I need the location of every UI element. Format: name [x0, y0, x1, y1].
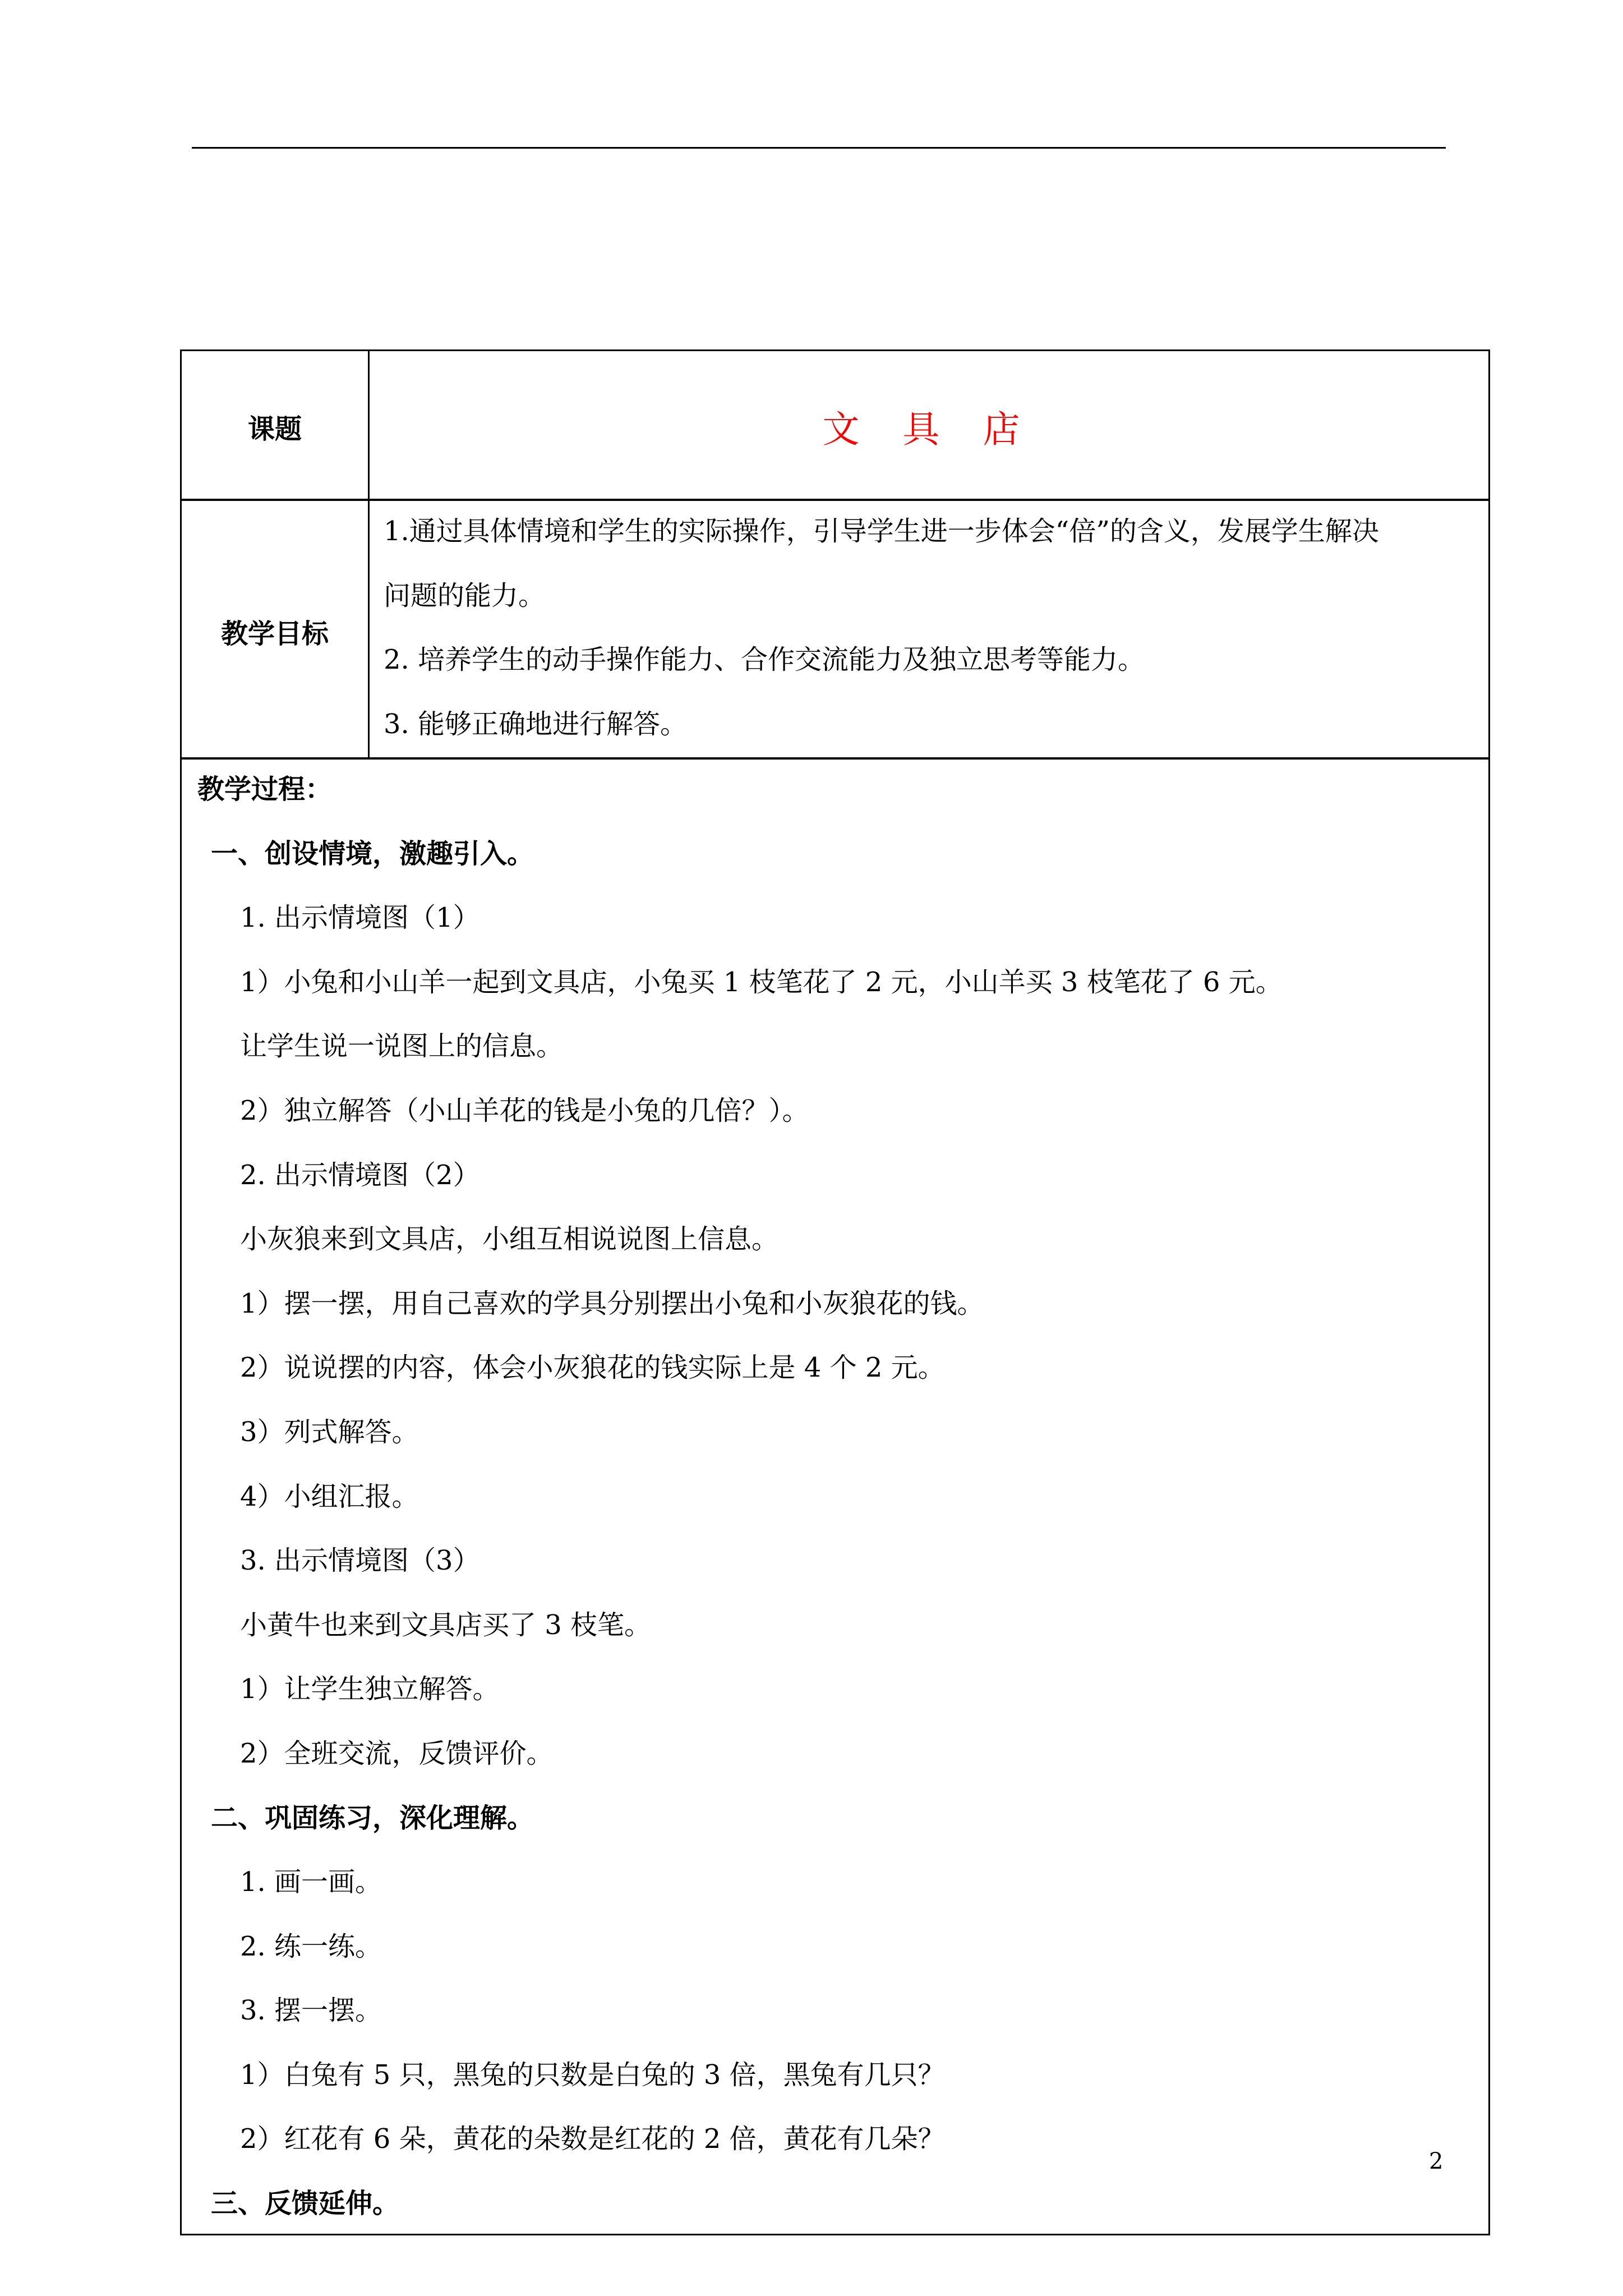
- process-line: 1）让学生独立解答。: [240, 1673, 500, 1705]
- process-line: 1）白兔有 5 只，黑兔的只数是白兔的 3 倍，黑兔有几只？: [240, 2059, 945, 2091]
- process-line: 1. 画一画。: [240, 1866, 382, 1898]
- process-heading: 教学过程：: [197, 774, 333, 805]
- process-line: 4）小组汇报。: [240, 1480, 419, 1512]
- process-line: 1）小兔和小山羊一起到文具店，小兔买 1 枝笔花了 2 元，小山羊买 3 枝笔花了 6 元。: [240, 966, 1283, 998]
- process-line: 小黄牛也来到文具店买了 3 枝笔。: [240, 1609, 652, 1641]
- process-line: 3. 摆一摆。: [240, 1995, 382, 2027]
- process-line: 2）全班交流，反馈评价。: [240, 1737, 554, 1769]
- process-line: 2. 出示情境图（2）: [240, 1159, 480, 1191]
- process-line: 小灰狼来到文具店，小组互相说说图上信息。: [240, 1223, 779, 1255]
- section-heading: 三、反馈延伸。: [211, 2188, 400, 2220]
- topic-label: 课题: [247, 413, 302, 445]
- process-line: 3）列式解答。: [240, 1416, 419, 1448]
- process-line: 1）摆一摆，用自己喜欢的学具分别摆出小兔和小灰狼花的钱。: [240, 1287, 984, 1319]
- objectives-list: [384, 499, 1477, 756]
- header-rule: [192, 147, 1446, 149]
- objective-line: 问题的能力。: [384, 579, 546, 611]
- process-line: 2）红花有 6 朵，黄花的朵数是红花的 2 倍，黄花有几朵？: [240, 2123, 945, 2155]
- process-line: 1. 出示情境图（1）: [240, 902, 480, 934]
- lesson-plan-table: [180, 349, 1490, 2235]
- process-line: 2）独立解答（小山羊花的钱是小兔的几倍？）。: [240, 1094, 809, 1126]
- objective-line: 2. 培养学生的动手操作能力、合作交流能力及独立思考等能力。: [384, 644, 1145, 676]
- section-heading: 二、巩固练习，深化理解。: [211, 1802, 534, 1834]
- section-heading: 一、创设情境，激趣引入。: [211, 838, 534, 869]
- process-line: 3. 出示情境图（3）: [240, 1545, 480, 1577]
- teaching-process: [182, 757, 1488, 2236]
- objective-line: 1.通过具体情境和学生的实际操作，引导学生进一步体会“倍”的含义，发展学生解决: [384, 516, 1379, 547]
- lesson-title: 文 具 店: [822, 407, 1036, 451]
- page-number: 2: [1429, 2148, 1444, 2174]
- process-line: 2. 练一练。: [240, 1930, 382, 1962]
- objective-line: 3. 能够正确地进行解答。: [384, 708, 688, 740]
- process-line: 2）说说摆的内容，体会小灰狼花的钱实际上是 4 个 2 元。: [240, 1352, 945, 1384]
- objectives-label: 教学目标: [220, 618, 329, 650]
- process-line: 让学生说一说图上的信息。: [240, 1030, 564, 1062]
